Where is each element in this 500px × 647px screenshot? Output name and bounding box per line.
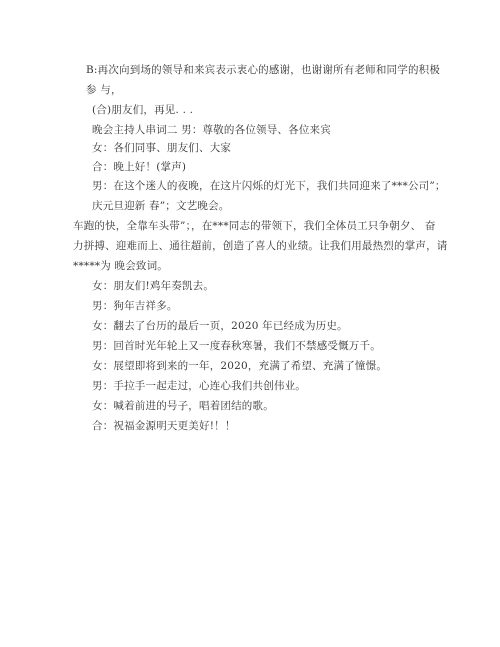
text-line: 晚会主持人串词二 男：尊敬的各位领导、各位来宾 [92, 124, 331, 136]
text-line: 车跑的快，全靠车头带”；，在***同志的带领下，我们全体员工只争朝夕、 奋 [73, 220, 436, 232]
text-line: 男：手拉手一起走过，心连心我们共创伟业。 [92, 380, 306, 392]
text-line: 女：翻去了台历的最后一页，2020 年已经成为历史。 [92, 320, 348, 332]
text-line: 庆元旦迎新 春”；文艺晚会。 [92, 200, 230, 212]
text-line: B:再次向到场的领导和来宾表示衷心的感谢，也谢谢所有老师和同学的积极 [86, 64, 441, 76]
text-line: 女：各们同事、朋友们、大家 [92, 142, 232, 154]
text-line: 女：喊着前进的号子，唱着团结的歌。 [92, 400, 274, 412]
text-line: (合)朋友们，再见. . . [92, 104, 194, 116]
text-line: 女：展望即将到来的一年，2020，充满了希望、充满了憧憬。 [92, 360, 388, 372]
text-line: 合：晚上好！(掌声) [92, 161, 187, 173]
text-line: 力拼搏、迎难而上、通往超前，创造了喜人的业绩。让我们用最热烈的掌声，请 [73, 240, 448, 252]
text-line: 男：在这个迷人的夜晚，在这片闪烁的灯光下，我们共同迎来了***公司”； [92, 180, 446, 192]
text-line: *****为 晚会致词。 [73, 260, 168, 272]
text-line: 男：狗年吉祥多。 [92, 300, 178, 312]
text-line: 参 与， [86, 84, 122, 96]
text-line: 合：祝福金源明天更美好!！！ [92, 420, 236, 432]
text-line: 男：回首时光年轮上又一度春秋寒暑，我们不禁感受慨万千。 [92, 340, 381, 352]
text-line: 女：朋友们!鸡年奏凯去。 [92, 280, 215, 292]
